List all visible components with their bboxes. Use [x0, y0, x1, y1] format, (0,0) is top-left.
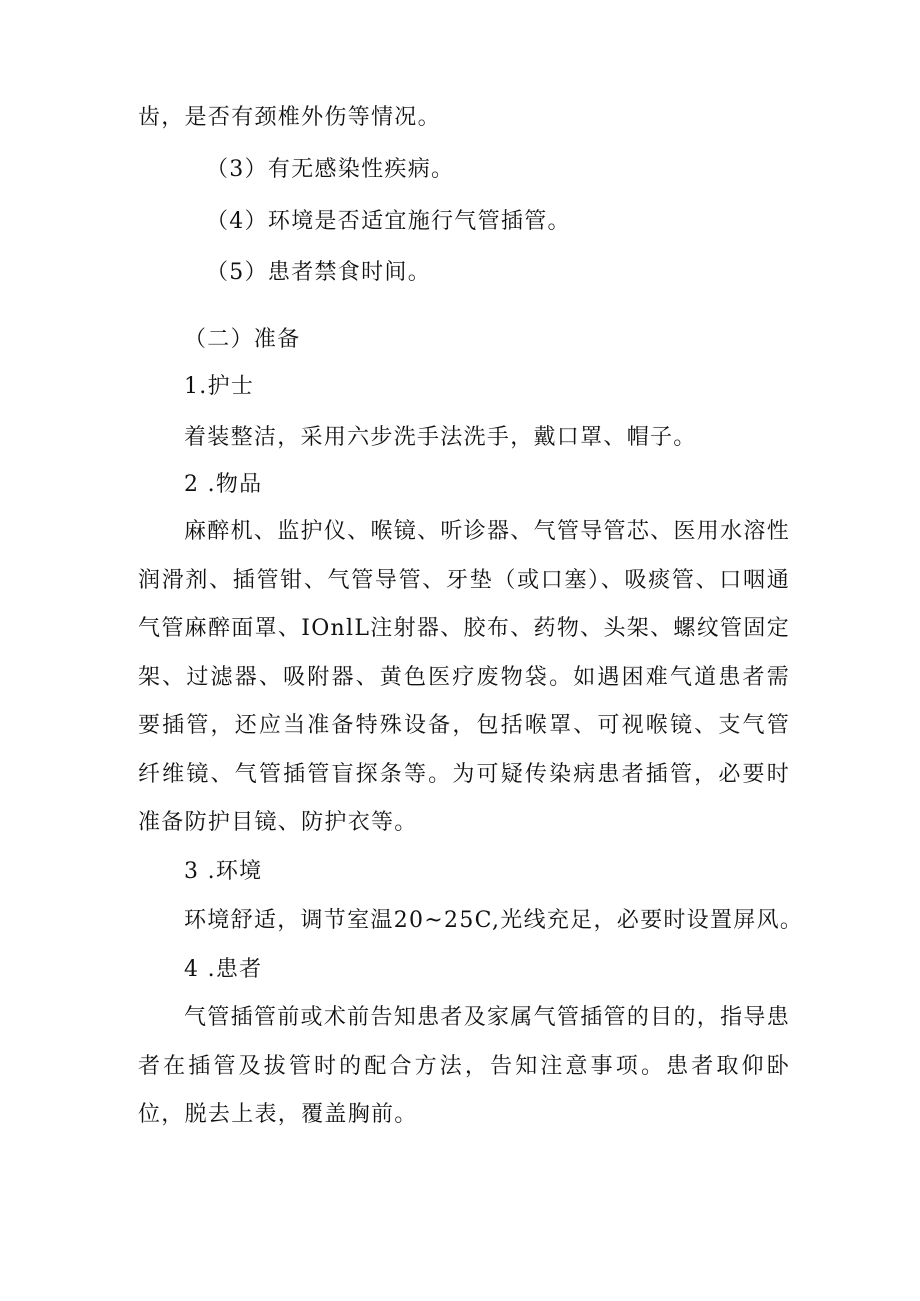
- items-paragraph: 麻醉机、监护仪、喉镜、听诊器、气管导管芯、医用水溶性润滑剂、插管钳、气管导管、牙垫（或口塞）、吸痰管、口咽通气管麻醉面罩、IOnlL注射器、胶布、药物、头架、螺纹管固定架、过滤器、吸附器、黄色医疗废物袋。如遇困难气道患者需要插管，还应当准备特殊设备，包括喉罩、可视喉镜、支气管纤维镜、气管插管盲探条等。为可疑传染病患者插管，必要时准备防护目镜、防护衣等。: [138, 519, 790, 835]
- list-item-5: （5）患者禁食时间。: [206, 260, 431, 285]
- subheading-nurse: 1.护士: [184, 374, 255, 399]
- subheading-items: 2 .物品: [184, 472, 263, 497]
- nurse-paragraph: 着装整洁，采用六步洗手法洗手，戴口罩、帽子。: [184, 425, 697, 450]
- list-item-3: （3）有无感染性疾病。: [206, 157, 455, 182]
- environment-paragraph: 环境舒适，调节室温20~25C,光线充足，必要时设置屏风。: [184, 908, 804, 933]
- patient-paragraph: 气管插管前或术前告知患者及家属气管插管的目的，指导患者在插管及拔管时的配合方法，告知注意事项。患者取仰卧位，脱去上表，覆盖胸前。: [138, 1005, 790, 1127]
- subheading-environment: 3 .环境: [184, 859, 263, 884]
- section-heading-preparation: （二）准备: [184, 327, 301, 352]
- list-item-4: （4）环境是否适宜施行气管插管。: [206, 209, 571, 234]
- continuation-line: 齿，是否有颈椎外伤等情况。: [138, 105, 441, 130]
- subheading-patient: 4 .患者: [184, 957, 263, 982]
